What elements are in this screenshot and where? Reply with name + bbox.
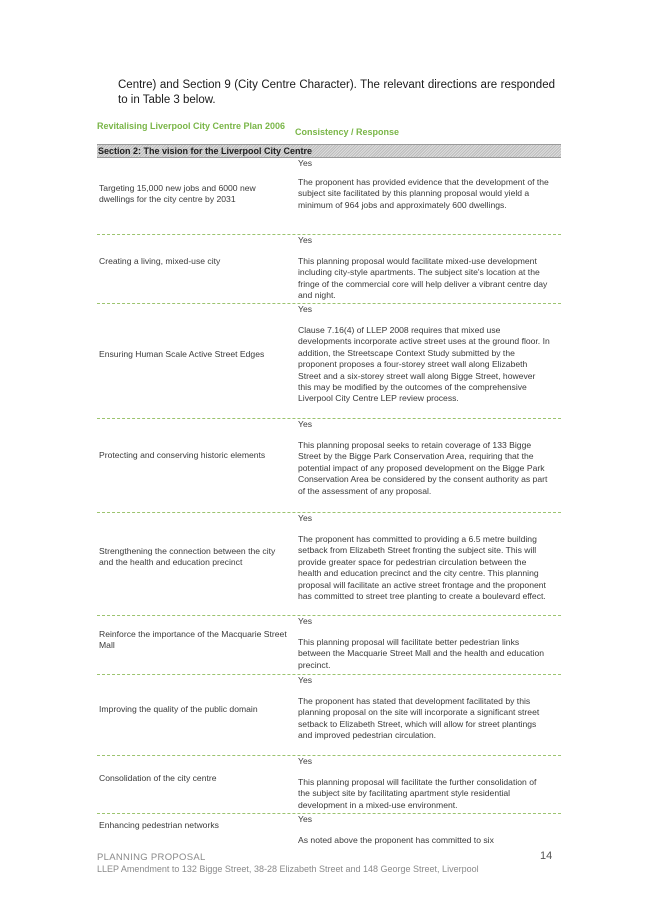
- column-header-plan: Revitalising Liverpool City Centre Plan 2006: [97, 121, 286, 131]
- objective-cell: Strengthening the connection between the city and the health and education precinct: [99, 546, 276, 568]
- consistency-value: Yes: [298, 616, 313, 626]
- response-cell: Clause 7.16(4) of LLEP 2008 requires that mixed use developments incorporate active street uses at the ground floor. In addition, the Streetscape Context Study submitted by the proponent proposes a four-storey street wall along Elizabeth Street and a six-storey street wall along Bigge Street, however this may be modified by the outcomes of the comprehensive Liverpool City Centre LEP review process.: [298, 325, 550, 404]
- table-row: [97, 675, 561, 756]
- response-cell: The proponent has stated that development facilitated by this planning proposal on the site will incorporate a significant street setback to Elizabeth Street, which will allow for street plantings and improved pedestrian circulation.: [298, 696, 540, 741]
- objective-cell: Creating a living, mixed-use city: [99, 256, 221, 266]
- table-row: [97, 158, 561, 235]
- table-row: [97, 616, 561, 675]
- footer-subtitle: LLEP Amendment to 132 Bigge Street, 38-28 Elizabeth Street and 148 George Street, Liverpool: [97, 864, 479, 874]
- response-cell: This planning proposal will facilitate the further consolidation of the subject site by facilitating apartment style residential development in a mixed-use environment.: [298, 777, 537, 810]
- consistency-value: Yes: [298, 814, 313, 824]
- objective-cell: Reinforce the importance of the Macquarie Street Mall: [99, 629, 287, 651]
- column-header-consistency: Consistency / Response: [295, 127, 400, 137]
- table-row: [97, 814, 561, 850]
- response-cell: As noted above the proponent has committed to six: [298, 835, 494, 845]
- consistency-value: Yes: [298, 419, 313, 429]
- objective-cell: Enhancing pedestrian networks: [99, 820, 219, 830]
- table-row: [97, 304, 561, 419]
- objective-cell: Targeting 15,000 new jobs and 6000 new dwellings for the city centre by 2031: [99, 183, 256, 205]
- page-number: 14: [540, 850, 553, 862]
- table-row: [97, 756, 561, 814]
- consistency-value: Yes: [298, 513, 313, 523]
- objective-cell: Protecting and conserving historic elements: [99, 450, 266, 460]
- objective-cell: Consolidation of the city centre: [99, 773, 217, 783]
- table-row: [97, 513, 561, 616]
- response-cell: This planning proposal will facilitate better pedestrian links between the Macquarie Street Mall and the health and education precinct.: [298, 637, 545, 670]
- response-cell: The proponent has provided evidence that the development of the subject site facilitated by this planning proposal would yield a minimum of 964 jobs and approximately 600 dwellings.: [298, 177, 549, 210]
- consistency-table: [97, 120, 561, 850]
- response-cell: This planning proposal seeks to retain coverage of 133 Bigge Street by the Bigge Park Conservation Area, requiring that the potential impact of any proposed development on the Bigge Park Conservation Area be considered by the consent authority as part of the assessment of any proposal.: [298, 440, 548, 496]
- objective-cell: Improving the quality of the public domain: [99, 704, 258, 714]
- consistency-value: Yes: [298, 675, 313, 685]
- consistency-value: Yes: [298, 158, 313, 168]
- objective-cell: Ensuring Human Scale Active Street Edges: [99, 349, 265, 359]
- table-row: [97, 419, 561, 513]
- consistency-value: Yes: [298, 235, 313, 245]
- table-row: [97, 235, 561, 304]
- response-cell: This planning proposal would facilitate mixed-use development including city-style apartments. The subject site's location at the fringe of the commercial core will help deliver a vibrant centre day and night.: [298, 256, 548, 301]
- table-header: [97, 120, 561, 144]
- section-heading: Section 2: The vision for the Liverpool City Centre: [97, 144, 561, 158]
- footer-title: PLANNING PROPOSAL: [97, 852, 206, 863]
- consistency-value: Yes: [298, 304, 313, 314]
- intro-paragraph: Centre) and Section 9 (City Centre Character). The relevant directions are responded to in Table 3 below.: [118, 79, 555, 106]
- consistency-value: Yes: [298, 756, 313, 766]
- response-cell: The proponent has committed to providing a 6.5 metre building setback from Elizabeth Street fronting the subject site. This will provide greater space for pedestrian circulation between the health and education precinct and the city centre. This planning proposal will facilitate an active street frontage and the proponent has committed to street tree planting to create a boulevard effect.: [298, 534, 546, 602]
